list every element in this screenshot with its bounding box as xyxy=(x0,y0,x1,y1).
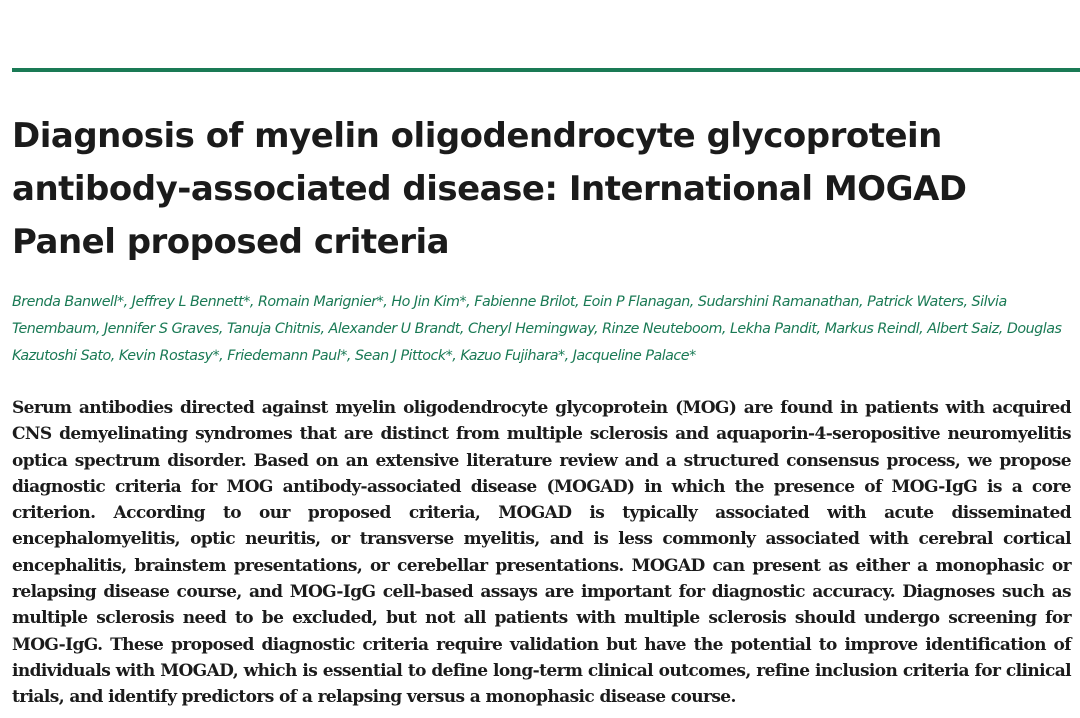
article-title: Diagnosis of myelin oligodendrocyte glycoprotein antibody-associated disease: International MOGAD Panel proposed criteria xyxy=(12,116,967,262)
abstract-text: Serum antibodies directed against myelin oligodendrocyte glycoprotein (MOG) are found in patients with acquired CNS demyelinating syndromes that are distinct from multiple sclerosis and aquaporin-4-seropositive neuromyelitis optica spectrum disorder. Based on an extensive literature review and a structured consensus process, we propose diagnostic criteria for MOG antibody-associated disease (MOGAD) in which the presence of MOG-IgG is a core criterion. According to our proposed criteria, MOGAD is typically associated with acute disseminated encephalomyelitis, optic neuritis, or transverse myelitis, and is less commonly associated with cerebral cortical encephalitis, brainstem presentations, or cerebellar presentations. MOGAD can present as either a monophasic or relapsing disease course, and MOG-IgG cell-based assays are important for diagnostic accuracy. Diagnoses such as multiple sclerosis need to be excluded, but not all patients with multiple sclerosis should undergo screening for MOG-IgG. These proposed diagnostic criteria require validation but have the potential to improve identification of individuals with MOGAD, which is essential to define long-term clinical outcomes, refine inclusion criteria for clinical trials, and identify predictors of a relapsing versus a monophasic disease course. xyxy=(12,398,1071,708)
author-list: Brenda Banwell*, Jeffrey L Bennett*, Romain Marignier*, Ho Jin Kim*, Fabienne Brilot, Eoin P Flanagan, Sudarshini Ramanathan, Patrick Waters, Silvia Tenembaum, Jennifer S Graves, Tanuja Chitnis, Alexander U Brandt, Cheryl Hemingway, Rinze Neuteboom, Lekha Pandit, Markus Reindl, Albert Saiz, Douglas Kazutoshi Sato, Kevin Rostasy*, Friedemann Paul*, Sean J Pittock*, Kazuo Fujihara*, Jacqueline Palace* xyxy=(12,294,1062,364)
header-rule xyxy=(12,68,1080,72)
